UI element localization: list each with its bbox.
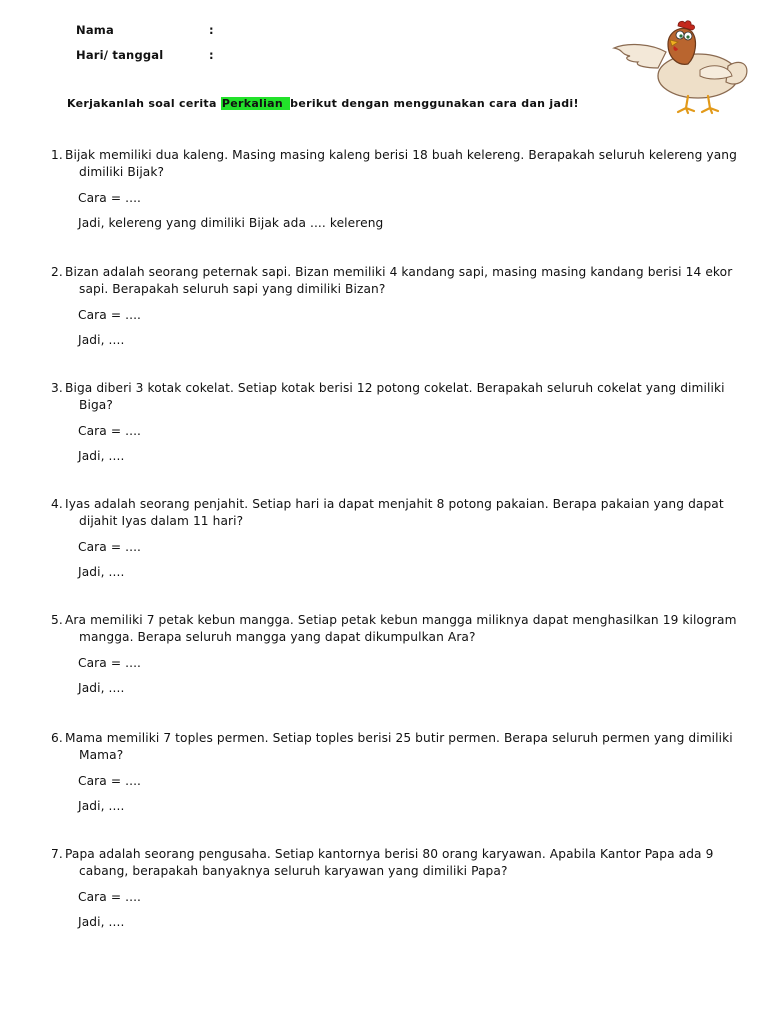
date-label: Hari/ tanggal — [76, 48, 164, 62]
question-3 — [51, 380, 741, 465]
question-5-cara: Cara = .... — [78, 656, 142, 670]
question-1-text — [51, 147, 741, 181]
question-5 — [51, 612, 741, 697]
date-field-row — [76, 48, 214, 62]
question-text: Ara memiliki 7 petak kebun mangga. Setiap petak kebun mangga miliknya dapat menghasilkan 19 kilogram mangga. Berapa seluruh mangga yang dapat dikumpulkan Ara? — [65, 613, 737, 644]
question-5-jadi: Jadi, .... — [78, 681, 125, 695]
question-1 — [51, 147, 741, 232]
question-text: Iyas adalah seorang penjahit. Setiap hari ia dapat menjahit 8 potong pakaian. Berapa pakaian yang dapat dijahit Iyas dalam 11 hari? — [65, 497, 724, 528]
question-number: 4. — [51, 497, 63, 511]
instruction-text-before: Kerjakanlah soal cerita — [67, 97, 221, 110]
question-6-text — [51, 730, 741, 764]
question-number: 1. — [51, 148, 63, 162]
question-number: 3. — [51, 381, 63, 395]
question-2 — [51, 264, 741, 349]
chicken-icon — [608, 18, 753, 116]
question-1-cara: Cara = .... — [78, 191, 142, 205]
question-4-jadi: Jadi, .... — [78, 565, 125, 579]
question-number: 2. — [51, 265, 63, 279]
question-text: Bizan adalah seorang peternak sapi. Bizan memiliki 4 kandang sapi, masing masing kandang berisi 14 ekor sapi. Berapakah seluruh sapi yang dimiliki Bizan? — [65, 265, 733, 296]
question-4 — [51, 496, 741, 581]
question-3-jadi: Jadi, .... — [78, 449, 125, 463]
question-5-text — [51, 612, 741, 646]
question-2-text — [51, 264, 741, 298]
question-number: 6. — [51, 731, 63, 745]
question-1-jadi: Jadi, kelereng yang dimiliki Bijak ada .... kelereng — [78, 216, 384, 230]
name-label: Nama — [76, 23, 114, 37]
question-7-jadi: Jadi, .... — [78, 915, 125, 929]
question-7-text — [51, 846, 741, 880]
question-number: 7. — [51, 847, 63, 861]
question-4-text — [51, 496, 741, 530]
question-number: 5. — [51, 613, 63, 627]
instruction — [67, 97, 579, 110]
question-6 — [51, 730, 741, 815]
question-text: Papa adalah seorang pengusaha. Setiap kantornya berisi 80 orang karyawan. Apabila Kantor Papa ada 9 cabang, berapakah banyaknya seluruh karyawan yang dimiliki Papa? — [65, 847, 714, 878]
question-3-text — [51, 380, 741, 414]
question-6-cara: Cara = .... — [78, 774, 142, 788]
question-6-jadi: Jadi, .... — [78, 799, 125, 813]
question-text: Biga diberi 3 kotak cokelat. Setiap kotak berisi 12 potong cokelat. Berapakah seluruh cokelat yang dimiliki Biga? — [65, 381, 725, 412]
question-text: Mama memiliki 7 toples permen. Setiap toples berisi 25 butir permen. Berapa seluruh permen yang dimiliki Mama? — [65, 731, 733, 762]
instruction-text-after: berikut dengan menggunakan cara dan jadi! — [290, 97, 579, 110]
question-4-cara: Cara = .... — [78, 540, 142, 554]
instruction-highlight: Perkalian — [221, 97, 290, 110]
question-3-cara: Cara = .... — [78, 424, 142, 438]
question-7 — [51, 846, 741, 931]
question-7-cara: Cara = .... — [78, 890, 142, 904]
question-2-cara: Cara = .... — [78, 308, 142, 322]
name-colon: : — [209, 23, 214, 37]
question-text: Bijak memiliki dua kaleng. Masing masing kaleng berisi 18 buah kelereng. Berapakah seluruh kelereng yang dimiliki Bijak? — [65, 148, 737, 179]
name-field-row — [76, 23, 214, 37]
question-2-jadi: Jadi, .... — [78, 333, 125, 347]
date-colon: : — [209, 48, 214, 62]
